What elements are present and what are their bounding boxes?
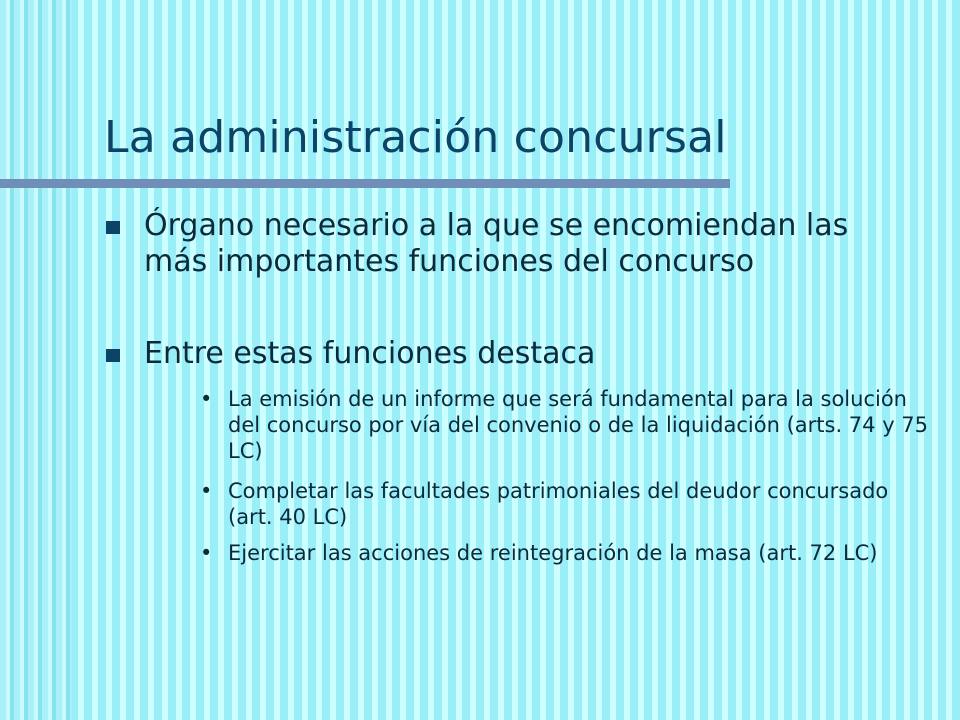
- striped-background-band: [0, 0, 72, 720]
- sub-bullet-text: Ejercitar las acciones de reintegración de la masa (art. 72 LC): [228, 541, 878, 565]
- dot-bullet-icon: •: [200, 541, 213, 565]
- slide-title: La administración concursal: [104, 112, 727, 163]
- square-bullet-icon: [106, 221, 120, 234]
- bullet-text: Entre estas funciones destaca: [144, 336, 596, 371]
- bullet-text: Órgano necesario a la que se encomiendan las más importantes funciones del concurso: [144, 208, 849, 279]
- title-divider: [0, 179, 730, 188]
- square-bullet-icon: [106, 349, 120, 362]
- dot-bullet-icon: •: [200, 479, 213, 503]
- sub-bullet-text: Completar las facultades patrimoniales del deudor concursado (art. 40 LC): [228, 479, 889, 529]
- sub-bullet-text: La emisión de un informe que será fundamental para la solución del concurso por vía del convenio o de la liquidación (arts. 74 y 75 LC): [228, 387, 929, 463]
- dot-bullet-icon: •: [200, 387, 213, 411]
